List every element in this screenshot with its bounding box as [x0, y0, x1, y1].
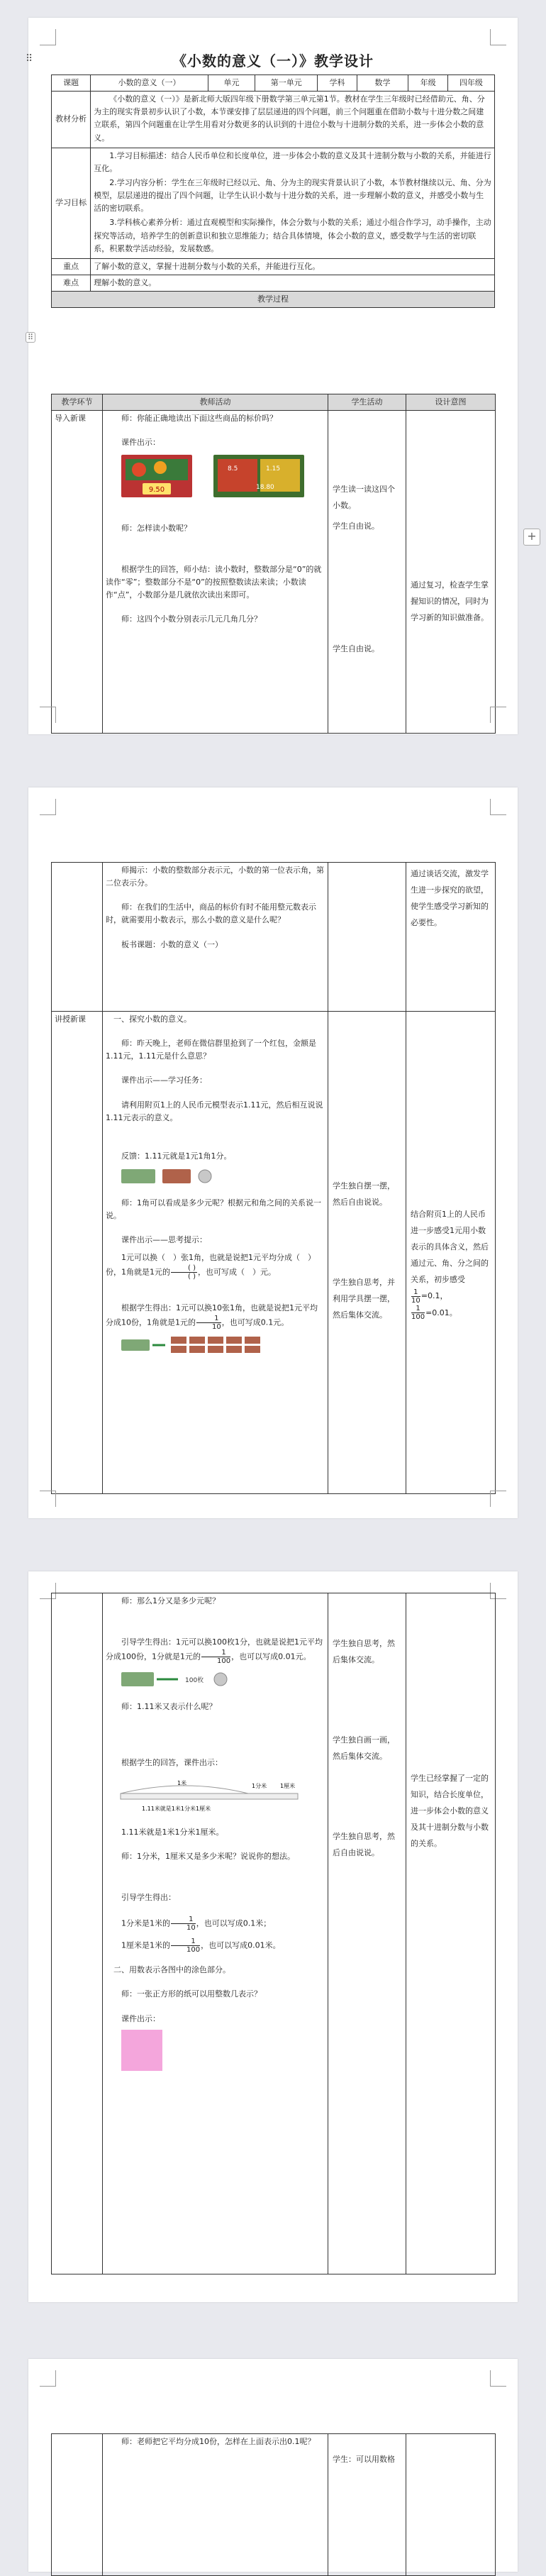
teacher-line: 师：那么1分又是多少元呢？ — [121, 1596, 220, 1605]
teacher-line — [106, 1916, 325, 1932]
teacher-line: 师：这四个小数分别表示几元几角几分？ — [121, 614, 262, 624]
teacher-line: 1.11米就是1米1分米1厘米。 — [121, 1827, 224, 1837]
column-intent: 设计意图 — [406, 394, 496, 411]
teacher-line — [106, 1302, 325, 1331]
conclusion-text: 1厘米是1米的 — [121, 1940, 170, 1950]
process-table — [51, 394, 496, 734]
lecture-stage: 讲授新课 — [52, 1012, 103, 1494]
teacher-line: 一、探究小数的意义。 — [113, 1015, 191, 1024]
design-intent: 通过复习，检查学生掌握知识的情况，同时为学习新的知识做准备。 — [411, 580, 489, 623]
page-corner-mark — [490, 799, 506, 815]
equation-text: =0.01。 — [425, 1308, 457, 1317]
teacher-line: 课件出示——思考提示： — [121, 1235, 207, 1245]
fraction-denominator: 10 — [212, 1322, 221, 1331]
fraction-numerator: 1 — [196, 1315, 221, 1323]
money-image — [121, 1167, 228, 1185]
student-activity: 学生独自思考，然后自由说说。 — [333, 1832, 395, 1858]
add-block-button[interactable]: + — [523, 529, 540, 546]
ruler-caption: 1.11米就是1米1分米1厘米 — [142, 1805, 211, 1812]
topic-value: 小数的意义（一） — [91, 75, 208, 92]
column-teacher: 教师活动 — [103, 394, 328, 411]
page-corner-mark — [40, 707, 56, 723]
grade-label: 年级 — [408, 75, 447, 92]
page-corner-mark — [40, 799, 56, 815]
lecture-row — [52, 1012, 496, 1494]
teacher-line: 反馈：1.11元就是1元1角1分。 — [121, 1151, 232, 1161]
page-corner-mark — [490, 1491, 506, 1507]
teacher-line: 课件出示——学习任务： — [121, 1076, 207, 1085]
student-activity: 学生自由说。 — [333, 644, 379, 654]
intro-continued-row — [52, 863, 496, 1012]
coin-count-label: 100枚 — [185, 1677, 204, 1685]
unit-label: 单元 — [208, 75, 255, 92]
textbook-analysis-text: 《小数的意义（一）》是新北师大版四年级下册数学第三单元第1节。教材在学生三年级时已经借助元、角、分为主的现实背景初步认识了小数，本节课安排了层层递进的四个问题，前三个问题重在借助小数与十进分数之间建立联系，第四个问题重在让学生用看对分数更多的认识到的十进位小数与十进制分数的关系，进一步体会小数的意义。 — [94, 94, 485, 143]
design-intent: 学生已经掌握了一定的知识，结合长度单位，进一步体会小数的意义及其十进制分数与小数的关系。 — [411, 1774, 489, 1849]
subject-label: 学科 — [318, 75, 357, 92]
page-corner-mark — [40, 29, 56, 45]
product-image-group — [121, 452, 306, 502]
key-point-row — [52, 258, 495, 275]
unit-value: 第一单元 — [255, 75, 318, 92]
column-student: 学生活动 — [328, 394, 406, 411]
teacher-line: 师：1.11米又表示什么呢？ — [121, 1702, 217, 1712]
price-tag: 9.50 — [148, 486, 165, 494]
info-row — [52, 75, 495, 92]
difficult-point-row — [52, 275, 495, 291]
objectives-label: 学习目标 — [52, 148, 91, 258]
difficult-point-label: 难点 — [52, 275, 91, 291]
conclusion-text: ，也可以写成0.01元。 — [231, 1652, 311, 1662]
money-exchange-image — [121, 1335, 325, 1359]
document-page-3 — [28, 1571, 518, 2302]
fraction-denominator: 100 — [411, 1313, 425, 1322]
coin-exchange-image — [121, 1669, 325, 1693]
page-corner-mark — [40, 2370, 56, 2387]
key-point-text: 了解小数的意义，掌握十进制分数与小数的关系，并能进行互化。 — [91, 258, 495, 275]
objective-item: 1.学习目标描述：结合人民币单位和长度单位，进一步体会小数的意义及其十进制分数与小数的关系，并能进行互化。 — [94, 150, 491, 173]
conclusion-text: ，也可以写成0.1米； — [196, 1918, 272, 1928]
info-table — [51, 74, 495, 308]
conclusion-text: ，也可写成0.1元。 — [221, 1317, 289, 1327]
hint-text: 1元可以换（ ）张1角，也就是说把1元平均分成（ ）份，1角就是1元的 — [106, 1252, 316, 1277]
fraction-denominator: 100 — [217, 1657, 231, 1666]
coin-image — [121, 1669, 242, 1689]
fraction-numerator: 1 — [411, 1305, 425, 1313]
teacher-line: 师：昨天晚上，老师在微信群里抢到了一个红包，金额是1.11元，1.11元是什么意思？ — [106, 1039, 316, 1061]
bills-image — [121, 1335, 291, 1355]
document-page-2 — [28, 787, 518, 1518]
price-tag: 18.80 — [256, 484, 274, 492]
teacher-line: 板书课题：小数的意义（一） — [121, 939, 223, 949]
topic-label: 课题 — [52, 75, 91, 92]
lecture-continued-row — [52, 2434, 496, 2576]
teacher-line: 引导学生得出： — [121, 1893, 176, 1903]
fraction-1-10 — [196, 1315, 221, 1331]
difficult-point-text: 理解小数的意义。 — [91, 275, 495, 291]
textbook-analysis-label: 教材分析 — [52, 92, 91, 148]
fraction-1-100 — [201, 1649, 230, 1665]
drag-handle-icon[interactable]: ⠿ — [26, 53, 33, 65]
objectives-row — [52, 148, 495, 258]
process-table-continued — [51, 1593, 496, 2274]
fraction-numerator: 1 — [171, 1937, 200, 1946]
price-tag: 8.5 — [228, 465, 238, 473]
teacher-line: 根据学生的回答，课件出示： — [121, 1757, 223, 1767]
ruler-label: 1厘米 — [280, 1782, 296, 1789]
ruler-image — [113, 1772, 312, 1815]
ruler-diagram — [113, 1772, 325, 1819]
design-intent: 通过谈话交流，激发学生进一步探究的欲望，使学生感受学习新知的必要性。 — [411, 869, 489, 928]
fraction-1-10 — [171, 1916, 196, 1932]
fraction-numerator: ( ) — [171, 1264, 197, 1273]
objective-item: 2.学习内容分析：学生在三年级时已经以元、角、分为主的现实背景认识了小数，本节教材继续以元、角、分为模型，层层递进的提出了四个问题，让学生认识小数与十进分数的关系，进一步理解小数的意义，并感受小数与生活的密切联系。 — [94, 177, 491, 214]
price-tag-images — [121, 452, 325, 506]
subject-value: 数学 — [357, 75, 408, 92]
student-activity: 学生独自思考，并利用学具摆一摆，然后集体交流。 — [333, 1278, 395, 1320]
equation-text: =0.1， — [420, 1291, 448, 1301]
fraction-1-100 — [171, 1937, 200, 1954]
page-corner-mark — [490, 707, 506, 723]
conclusion-text: 引导学生得出：1元可以换100枚1分，也就是说把1元平均分成100份，1分就是1元的 — [106, 1637, 323, 1662]
objective-item: 3.学科核心素养分析：通过直观模型和实际操作，体会分数与小数的关系；通过小组合作学习，动手操作，主动探究等活动，培养学生的创新意识和独立思维能力；结合具体情境，体会小数的意义，感受数学与生活的密切联系，积累数学活动经验，发展数感。 — [94, 218, 491, 253]
conclusion-text: 根据学生得出：1元可以换10张1角，也就是说把1元平均分成10份，1角就是1元的 — [106, 1303, 318, 1327]
process-header: 教学过程 — [52, 292, 495, 308]
ruler-label: 1米 — [177, 1779, 187, 1786]
student-activity: 学生独自思考，然后集体交流。 — [333, 1639, 395, 1665]
student-activity: 学生：可以用数格 — [333, 2455, 395, 2464]
process-columns — [52, 394, 496, 411]
lecture-continued-row — [52, 1593, 496, 2274]
fraction-denominator: 100 — [186, 1946, 201, 1955]
fraction-numerator: 1 — [201, 1649, 230, 1657]
student-activity: 学生独自摆一摆，然后自由说说。 — [333, 1181, 395, 1207]
teacher-line: 师：在我们的生活中，商品的标价有时不能用整元数表示时，就需要用小数表示，那么小数的意义是什么呢？ — [106, 902, 316, 925]
grade-value: 四年级 — [447, 75, 494, 92]
teacher-line: 师：你能正确地读出下面这些商品的标价吗？ — [121, 414, 277, 424]
intro-stage: 导入新课 — [52, 411, 103, 734]
fraction-denominator: ( ) — [188, 1272, 196, 1281]
fraction-denominator: 10 — [411, 1296, 420, 1305]
page-corner-mark — [490, 2370, 506, 2387]
teacher-line: 师：1分米，1厘米又是多少米呢？说说你的想法。 — [121, 1851, 295, 1861]
teacher-line: 课件出示： — [121, 438, 160, 448]
teacher-line — [106, 1251, 325, 1281]
teacher-line: 师揭示：小数的整数部分表示元，小数的第一位表示角，第二位表示分。 — [106, 866, 324, 888]
document-title: 《小数的意义（一）》教学设计 — [172, 52, 374, 70]
conclusion-text: 1分米是1米的 — [121, 1918, 170, 1928]
textbook-analysis-row — [52, 92, 495, 148]
fraction-1-10 — [411, 1288, 420, 1305]
fraction-1-100 — [411, 1305, 425, 1321]
ruler-label: 1分米 — [252, 1782, 267, 1789]
pink-square-image — [121, 2030, 162, 2071]
block-handle-icon[interactable]: ⠿ — [26, 332, 35, 343]
teacher-line: 师：老师把它平均分成10份，怎样在上面表示出0.1呢？ — [121, 2437, 316, 2446]
conclusion-text: ，也可以写成0.01米。 — [201, 1940, 281, 1950]
teacher-line: 根据学生的回答，师小结：读小数时，整数部分是“0”的就读作“零”；整数部分不是“0”的按照整数读法来读；小数读作“点”，小数部分是几就依次读出来即可。 — [106, 564, 322, 599]
fraction-numerator: 1 — [411, 1288, 420, 1297]
money-images — [121, 1167, 325, 1190]
fraction-numerator: 1 — [171, 1916, 196, 1924]
intro-row — [52, 411, 496, 734]
key-point-label: 重点 — [52, 258, 91, 275]
page-corner-mark — [490, 29, 506, 45]
student-activity: 学生读一读这四个小数。 — [333, 485, 395, 511]
teacher-line — [106, 1636, 325, 1665]
design-intent — [411, 1206, 491, 1321]
teacher-line: 课件出示： — [121, 2013, 160, 2023]
student-activity: 学生独自画一画，然后集体交流。 — [333, 1735, 395, 1762]
fraction-denominator: 10 — [186, 1924, 196, 1933]
teacher-line: 师：怎样读小数呢？ — [121, 523, 191, 533]
process-table-continued — [51, 2433, 496, 2576]
teacher-line — [106, 1937, 325, 1954]
student-activity: 学生自由说。 — [333, 521, 379, 531]
fraction-blank — [171, 1264, 197, 1281]
price-tag: 1.15 — [266, 465, 281, 473]
teacher-line: 师：1角可以看成是多少元呢？根据元和角之间的关系说一说。 — [106, 1198, 321, 1221]
document-page-1 — [28, 18, 518, 734]
teacher-line: 师：一张正方形的纸可以用整数几表示？ — [121, 1989, 262, 1999]
hint-text: ，也可写成（ ）元。 — [197, 1267, 276, 1277]
design-intent-text: 结合附页1上的人民币进一步感受1元用小数表示的具体含义，然后通过元、角、分之间的关系，初步感受 — [411, 1210, 489, 1285]
document-page-4 — [28, 2359, 518, 2572]
process-table-continued — [51, 862, 496, 1494]
column-stage: 教学环节 — [52, 394, 103, 411]
page-corner-mark — [40, 1491, 56, 1507]
teacher-line: 请利用附页1上的人民币元模型表示1.11元，然后相互说说1.11元表示的意义。 — [106, 1100, 323, 1122]
teacher-line: 二、用数表示各图中的涂色部分。 — [113, 1965, 230, 1975]
